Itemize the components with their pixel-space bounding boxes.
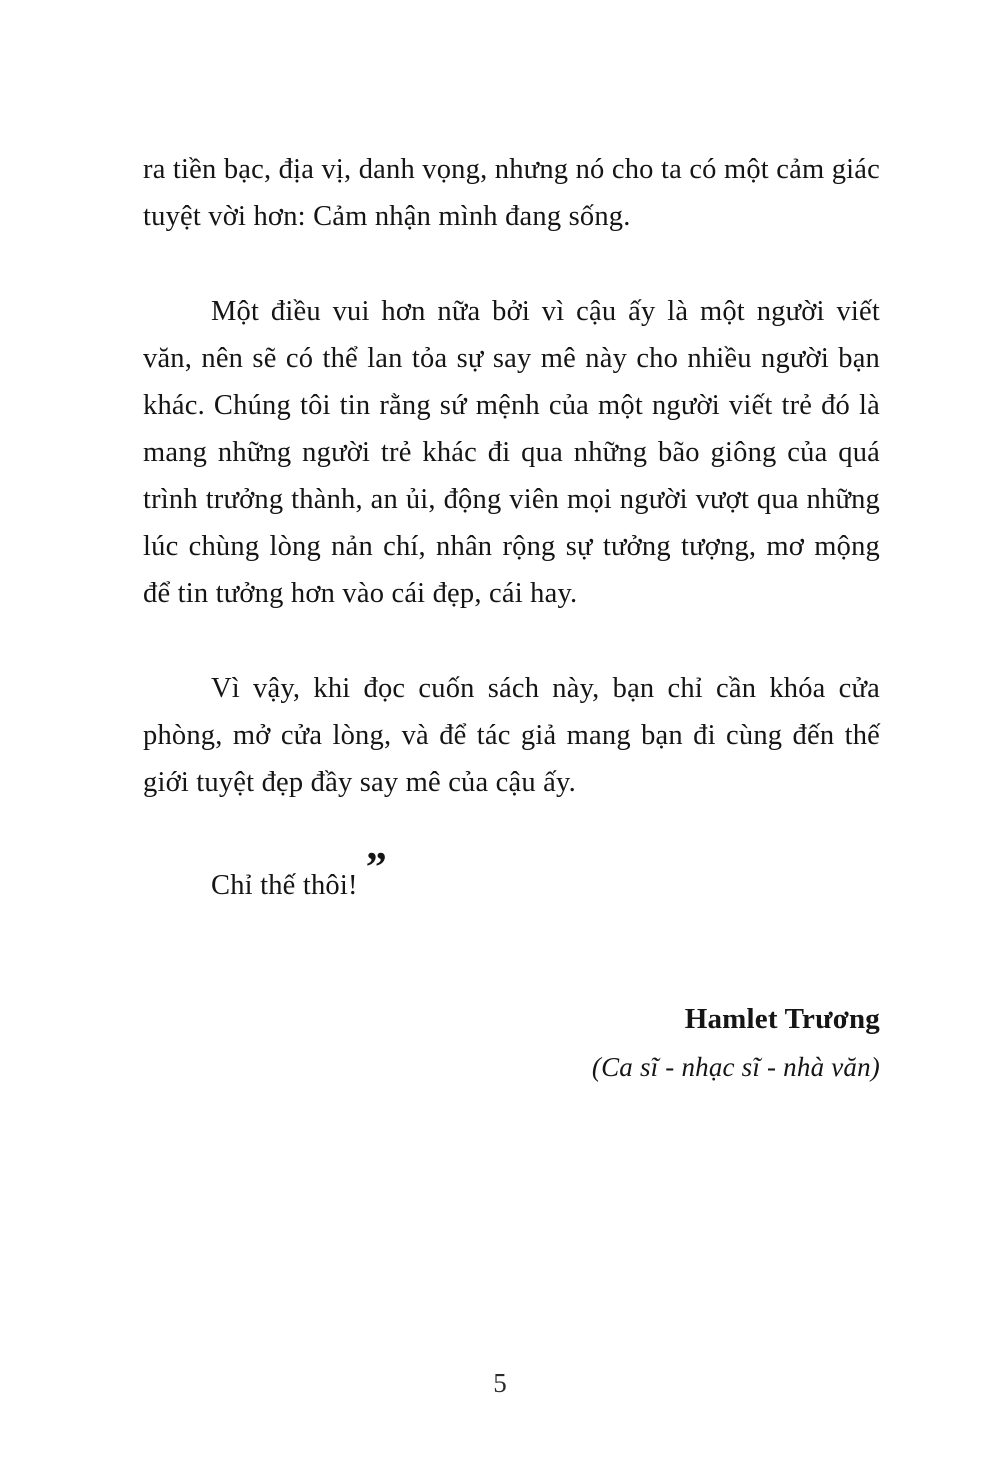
paragraph-body: Một điều vui hơn nữa bởi vì cậu ấy là một người viết văn, nên sẽ có thể lan tỏa sự say mê này cho nhiều người bạn khác. Chúng tôi tin rằng sứ mệnh của một người viết trẻ đó là mang những người trẻ khác đi qua những bão giông của quá trình trưởng thành, an ủi, động viên mọi người vượt qua những lúc chùng lòng nản chí, nhân rộng sự tưởng tượng, mơ mộng để tin tưởng hơn vào cái đẹp, cái hay. xyxy=(143,296,880,609)
closing-quote-icon: ” xyxy=(365,845,384,891)
closing-line xyxy=(143,845,880,909)
paragraph-continuation: ra tiền bạc, địa vị, danh vọng, nhưng nó cho ta có một cảm giác tuyệt vời hơn: Cảm nhận mình đang sống. xyxy=(143,154,880,232)
author-name: Hamlet Trương xyxy=(684,1003,880,1035)
author-title: (Ca sĩ - nhạc sĩ - nhà văn) xyxy=(591,1052,880,1082)
paragraph-body: Vì vậy, khi đọc cuốn sách này, bạn chỉ cần khóa cửa phòng, mở cửa lòng, và để tác giả mang bạn đi cùng đến thế giới tuyệt đẹp đầy say mê của cậu ấy. xyxy=(143,673,880,798)
closing-line-text: Chỉ thế thôi! xyxy=(211,870,358,901)
signature-block xyxy=(143,999,880,1087)
page-number: 5 xyxy=(493,1368,507,1398)
page-text-block xyxy=(143,146,880,1087)
